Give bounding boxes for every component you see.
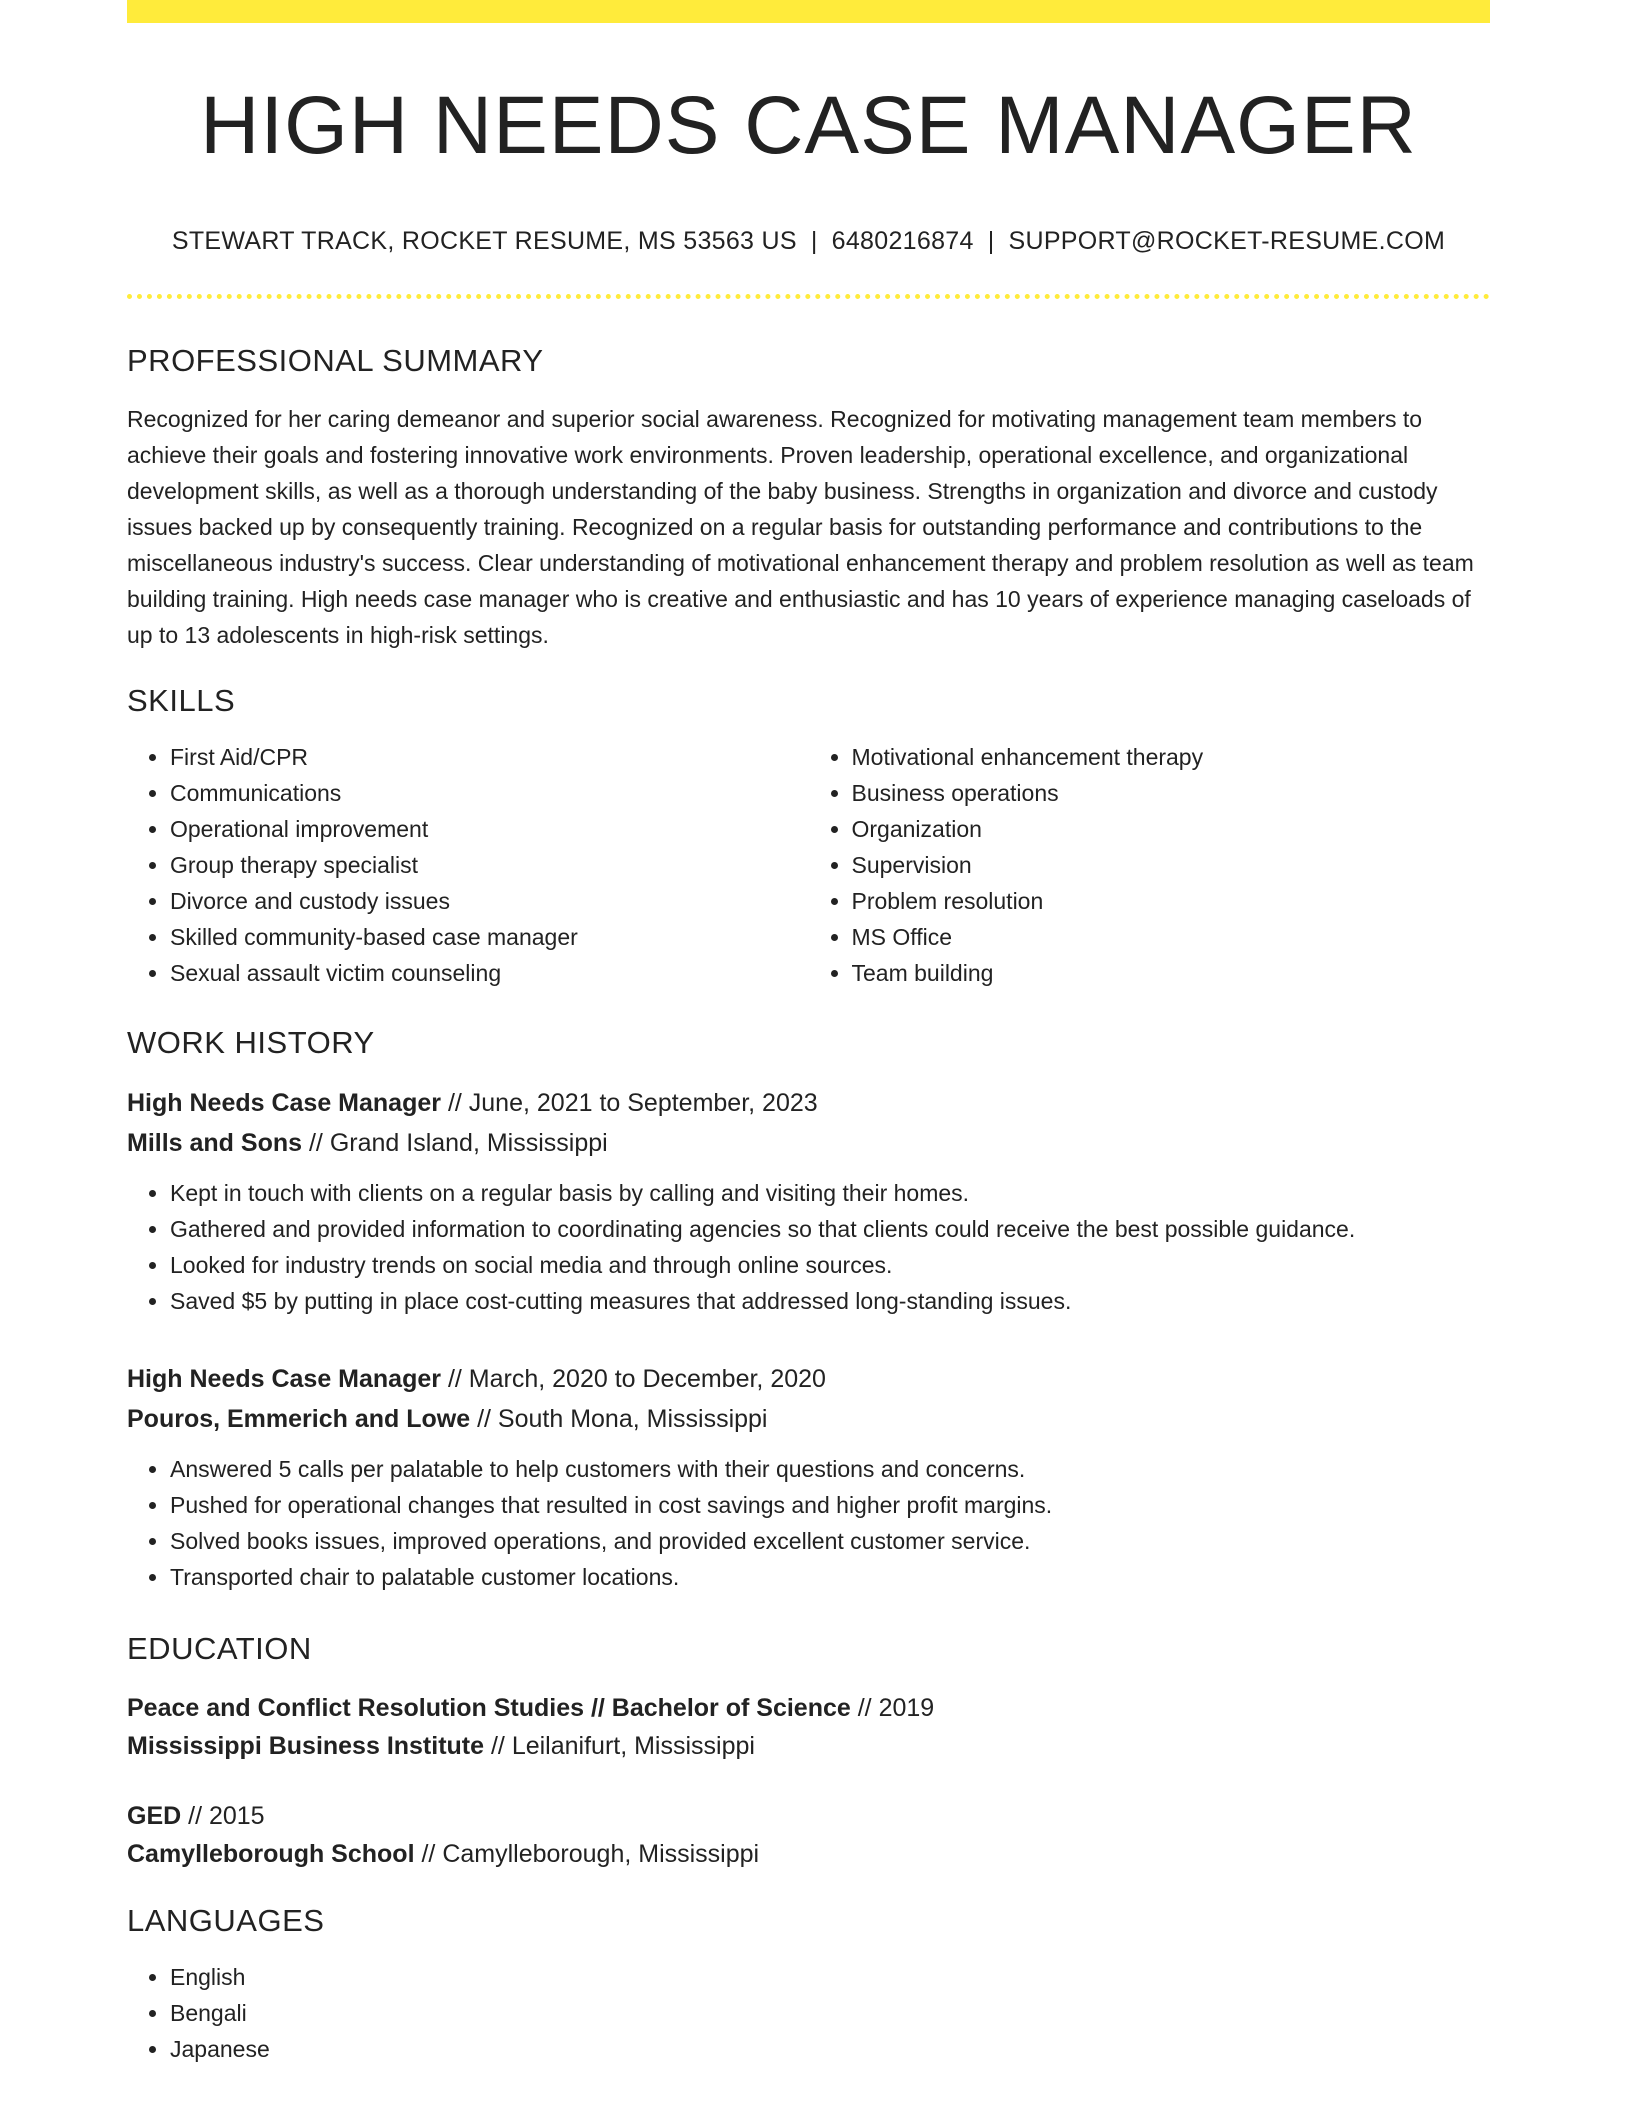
job-bullets xyxy=(127,1451,1490,1595)
job-bullet: • Kept in touch with clients on a regular basis by calling and visiting their homes. xyxy=(170,1175,1490,1211)
skills-list xyxy=(127,739,1490,991)
skills-column-left xyxy=(127,739,809,991)
education-degree-line xyxy=(127,1797,1490,1835)
education-year: // 2015 xyxy=(181,1802,265,1831)
education-school-line xyxy=(127,1727,1490,1765)
education-school: Camylleborough School xyxy=(127,1840,415,1869)
resume-page xyxy=(127,0,1490,2067)
job-bullet: • Gathered and provided information to coordinating agencies so that clients could receive the best possible guidance. xyxy=(170,1211,1490,1247)
section-title-languages: LANGUAGES xyxy=(127,1903,325,1939)
job-bullet: • Solved books issues, improved operations, and provided excellent customer service. xyxy=(170,1523,1490,1559)
skill-item: • Communications xyxy=(170,775,809,811)
skill-item: • Team building xyxy=(852,955,1491,991)
education-year: // 2019 xyxy=(850,1694,935,1723)
skill-item: • Skilled community-based case manager xyxy=(170,919,809,955)
contact-line xyxy=(127,227,1490,256)
job-role: High Needs Case Manager xyxy=(127,1365,441,1394)
job-company: Mills and Sons xyxy=(127,1129,303,1158)
skill-item: • Group therapy specialist xyxy=(170,847,809,883)
job-role-line xyxy=(127,1359,1490,1399)
summary-text: Recognized for her caring demeanor and superior social awareness. Recognized for motivating management team members to achieve their goals and fostering innovative work environments. Proven leadership, operational excellence, and organizational development skills, as well as a thorough understanding of the baby business. Strengths in organization and divorce and custody issues backed up by consequently training. Recognized on a regular basis for outstanding performance and contributions to the miscellaneous industry's success. Clear understanding of motivational enhancement therapy and problem resolution as well as team building training. High needs case manager who is creative and enthusiastic and has 10 years of experience managing caseloads of up to 13 adolescents in high-risk settings. xyxy=(127,406,1474,649)
contact-address: STEWART TRACK, ROCKET RESUME, MS 53563 US xyxy=(171,227,797,256)
language-item: • Bengali xyxy=(170,1995,1490,2031)
job-role-line xyxy=(127,1083,1490,1123)
dotted-divider xyxy=(127,294,1490,299)
contact-separator: | xyxy=(987,227,995,256)
skill-item: • Operational improvement xyxy=(170,811,809,847)
job-entry xyxy=(127,1359,1490,1595)
section-title-work-history: WORK HISTORY xyxy=(127,1025,375,1061)
job-dates: // June, 2021 to September, 2023 xyxy=(441,1089,818,1118)
education-entry xyxy=(127,1689,1490,1765)
education-degree: GED xyxy=(127,1802,182,1831)
skill-item: • Organization xyxy=(852,811,1491,847)
education-degree-line xyxy=(127,1689,1490,1727)
job-company: Pouros, Emmerich and Lowe xyxy=(127,1405,471,1434)
section-title-skills: SKILLS xyxy=(127,683,236,719)
skill-item: • Divorce and custody issues xyxy=(170,883,809,919)
skill-item: • Supervision xyxy=(852,847,1491,883)
job-role: High Needs Case Manager xyxy=(127,1089,441,1118)
job-bullets xyxy=(127,1175,1490,1319)
section-title-summary: PROFESSIONAL SUMMARY xyxy=(127,343,544,379)
skill-item: • First Aid/CPR xyxy=(170,739,809,775)
language-item: • Japanese xyxy=(170,2031,1490,2067)
job-bullet: • Saved $5 by putting in place cost-cutting measures that addressed long-standing issues. xyxy=(170,1283,1490,1319)
skill-item: • Business operations xyxy=(852,775,1491,811)
job-entry xyxy=(127,1083,1490,1319)
education-location: // Camylleborough, Mississippi xyxy=(414,1840,760,1869)
skill-item: • MS Office xyxy=(852,919,1491,955)
education-entry xyxy=(127,1797,1490,1873)
job-dates: // March, 2020 to December, 2020 xyxy=(441,1365,826,1394)
contact-phone: 6480216874 xyxy=(831,227,974,256)
languages-list xyxy=(127,1959,1490,2067)
top-accent-bar xyxy=(127,0,1490,23)
job-company-line xyxy=(127,1123,1490,1163)
job-location: // South Mona, Mississippi xyxy=(470,1405,768,1434)
language-item: • English xyxy=(170,1959,1490,1995)
skill-item: • Sexual assault victim counseling xyxy=(170,955,809,991)
skill-item: • Motivational enhancement therapy xyxy=(852,739,1491,775)
job-location: // Grand Island, Mississippi xyxy=(302,1129,608,1158)
job-bullet: • Pushed for operational changes that resulted in cost savings and higher profit margins. xyxy=(170,1487,1490,1523)
skill-item: • Problem resolution xyxy=(852,883,1491,919)
education-school-line xyxy=(127,1835,1490,1873)
resume-name-title: HIGH NEEDS CASE MANAGER xyxy=(200,80,1417,171)
contact-separator: | xyxy=(810,227,818,256)
job-company-line xyxy=(127,1399,1490,1439)
job-bullet: • Transported chair to palatable customer locations. xyxy=(170,1559,1490,1595)
job-bullet: • Answered 5 calls per palatable to help customers with their questions and concerns. xyxy=(170,1451,1490,1487)
job-bullet: • Looked for industry trends on social media and through online sources. xyxy=(170,1247,1490,1283)
contact-email: SUPPORT@ROCKET-RESUME.COM xyxy=(1008,227,1446,256)
education-school: Mississippi Business Institute xyxy=(127,1732,485,1761)
section-title-education: EDUCATION xyxy=(127,1631,312,1667)
education-degree: Peace and Conflict Resolution Studies // Bachelor of Science xyxy=(127,1694,851,1723)
education-location: // Leilanifurt, Mississippi xyxy=(484,1732,755,1761)
skills-column-right xyxy=(809,739,1491,991)
